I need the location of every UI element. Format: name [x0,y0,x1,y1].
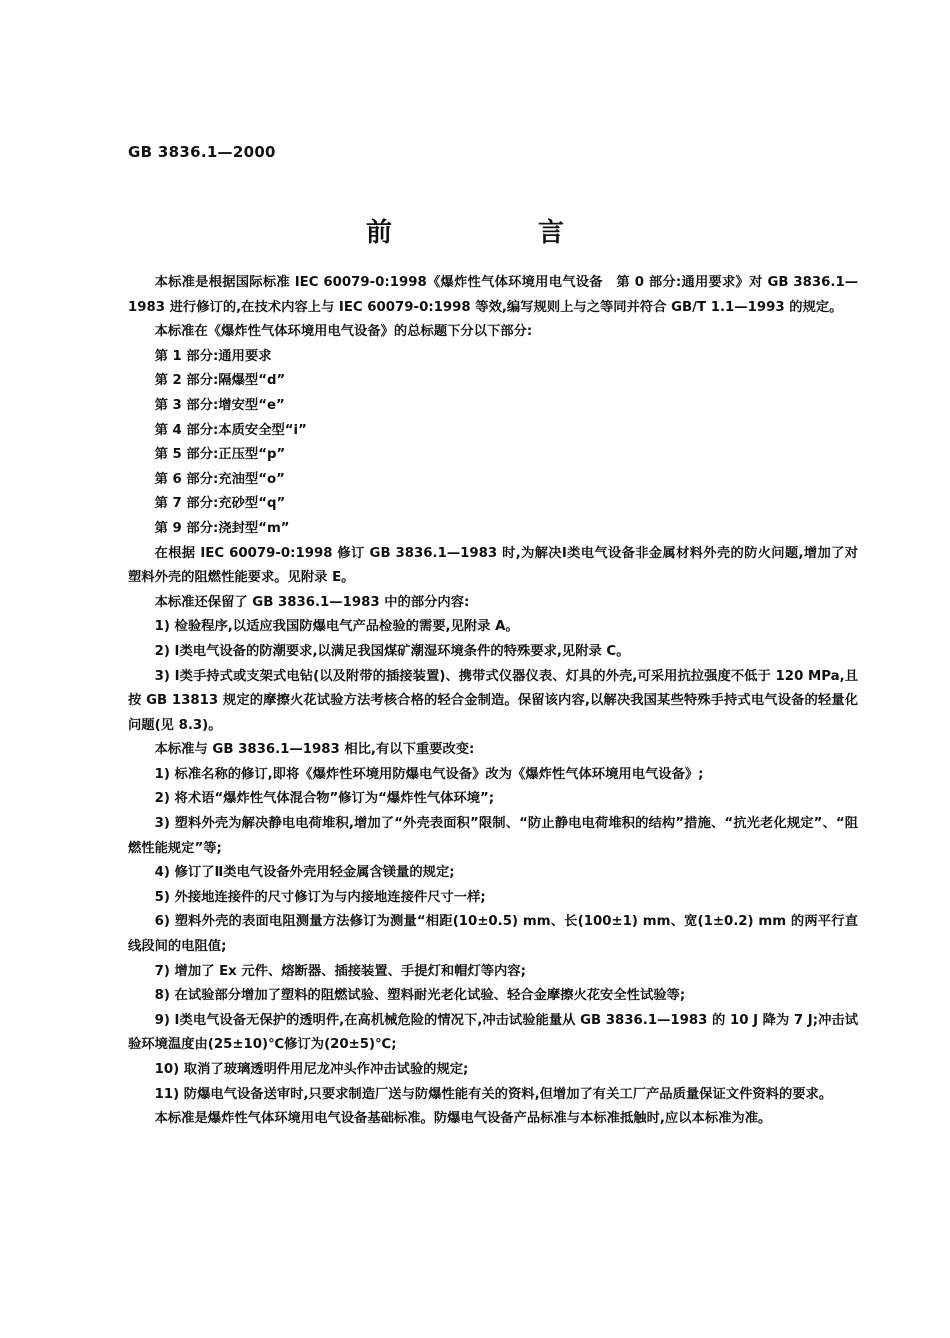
paragraph: 本标准是根据国际标准 IEC 60079-0:1998《爆炸性气体环境用电气设备 第 0 部分:通用要求》对 GB 3836.1—1983 进行修订的,在技术内容上与 IEC 60079-0:1998 等效,编写规则上与之等同并符合 GB/T 1.1—1993 的规定。 [128,275,858,315]
change-item: 9) Ⅰ类电气设备无保护的透明件,在高机械危险的情况下,冲击试验能量从 GB 3836.1—1983 的 10 J 降为 7 J;冲击试验环境温度由(25±10)℃修订为(20±5)℃; [128,1012,858,1053]
change-item: 7) 增加了 Ex 元件、熔断器、插接装置、手提灯和帽灯等内容; [154,963,526,979]
paragraph: 本标准是爆炸性气体环境用电气设备基础标准。防爆电气设备产品标准与本标准抵触时,应以本标准为准。 [154,1111,772,1127]
paragraph: 本标准在《爆炸性气体环境用电气设备》的总标题下分以下部分: [154,324,533,340]
change-item: 1) 标准名称的修订,即将《爆炸性环境用防爆电气设备》改为《爆炸性气体环境用电气设备》; [154,766,704,782]
part-list-item: 第 3 部分:增安型“e” [154,397,285,413]
part-list-item: 第 2 部分:隔爆型“d” [154,373,286,389]
change-item: 5) 外接地连接件的尺寸修订为与内接地连接件尺寸一样; [154,889,486,905]
change-item: 8) 在试验部分增加了塑料的阻燃试验、塑料耐光老化试验、轻合金摩擦火花安全性试验等; [154,988,686,1004]
part-list-item: 第 4 部分:本质安全型“i” [154,422,307,438]
change-item: 6) 塑料外壳的表面电阻测量方法修订为测量“相距(10±0.5) mm、长(100±1) mm、宽(1±0.2) mm 的两平行直线段间的电阻值; [128,914,858,955]
change-item: 11) 防爆电气设备送审时,只要求制造厂送与防爆性能有关的资料,但增加了有关工厂产品质量保证文件资料的要求。 [154,1086,833,1102]
part-list-item: 第 5 部分:正压型“p” [154,447,286,463]
document-body [128,271,858,1132]
standard-code-header: GB 3836.1—2000 [128,143,276,161]
paragraph: 在根据 IEC 60079-0:1998 修订 GB 3836.1—1983 时,为解决Ⅰ类电气设备非金属材料外壳的防火问题,增加了对塑料外壳的阻燃性能要求。见附录 E。 [128,545,858,586]
part-list-item: 第 6 部分:充油型“o” [154,471,285,487]
part-list-item: 第 7 部分:充砂型“q” [154,496,286,512]
change-item: 4) 修订了Ⅱ类电气设备外壳用轻金属含镁量的规定; [154,865,455,881]
paragraph: 本标准还保留了 GB 3836.1—1983 中的部分内容: [154,594,470,610]
paragraph: 本标准与 GB 3836.1—1983 相比,有以下重要改变: [154,742,475,758]
change-item: 3) 塑料外壳为解决静电电荷堆积,增加了“外壳表面积”限制、“防止静电电荷堆积的结构”措施、“抗光老化规定”、“阻燃性能规定”等; [128,816,858,856]
part-list-item: 第 9 部分:浇封型“m” [154,520,290,536]
change-item: 2) 将术语“爆炸性气体混合物”修订为“爆炸性气体环境”; [154,791,495,807]
page-title: 前 言 [365,218,624,248]
retained-item: 3) Ⅰ类手持式或支架式电钻(以及附带的插接装置)、携带式仪器仪表、灯具的外壳,可采用抗拉强度不低于 120 MPa,且按 GB 13813 规定的摩擦火花试验方法考核合格的轻合金制造。保留该内容,以解决我国某些特殊手持式电气设备的轻量化问题(见 8.3)。 [128,668,858,733]
retained-item: 2) Ⅰ类电气设备的防潮要求,以满足我国煤矿潮湿环境条件的特殊要求,见附录 C。 [154,643,630,659]
retained-item: 1) 检验程序,以适应我国防爆电气产品检验的需要,见附录 A。 [154,619,519,635]
part-list-item: 第 1 部分:通用要求 [154,348,272,364]
change-item: 10) 取消了玻璃透明件用尼龙冲头作冲击试验的规定; [154,1062,469,1077]
